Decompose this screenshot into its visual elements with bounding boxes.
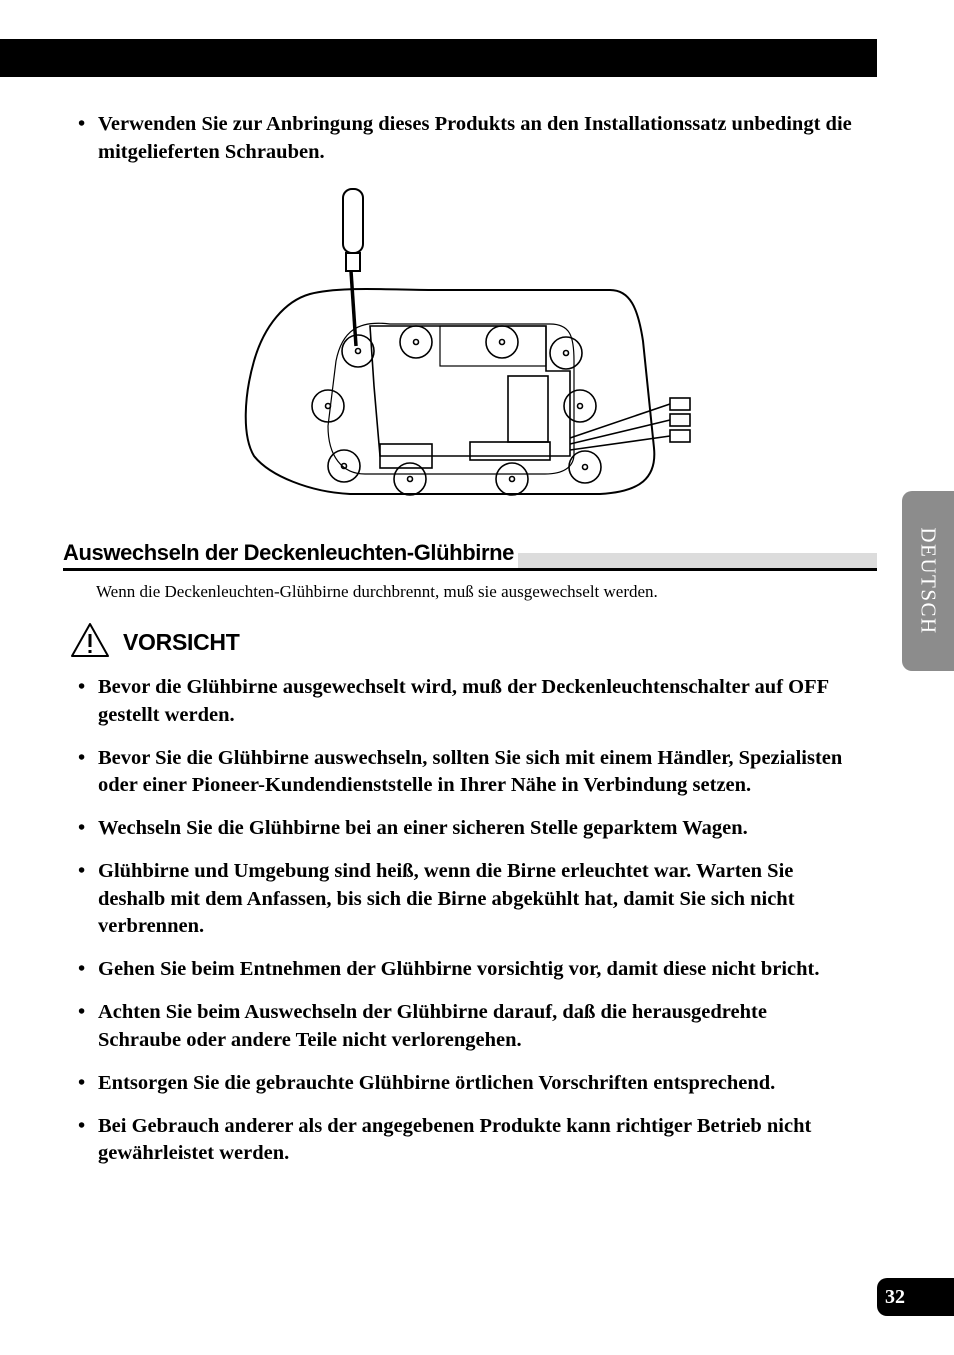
list-item (64, 1113, 854, 1168)
heading-rule (63, 568, 877, 571)
installation-illustration (240, 186, 710, 516)
header-bar (0, 39, 877, 77)
list-item (64, 111, 854, 166)
list-item (64, 745, 854, 800)
caution-label: VORSICHT (123, 629, 240, 655)
list-item-text: Glühbirne und Umgebung sind heiß, wenn die Birne erleuchtet war. Warten Sie deshalb mit dem Anfassen, bis sich die Birne abgekühlt hat, damit Sie sich nicht verbrennen. (98, 860, 795, 937)
list-item-text: Bevor Sie die Glühbirne auswechseln, sollten Sie sich mit einem Händler, Spezialisten oder einer Pioneer-Kundendienststelle in Ihrer Nähe in Verbindung setzen. (98, 746, 843, 796)
section-title: Auswechseln der Deckenleuchten-Glühbirne (63, 538, 518, 568)
list-item (64, 674, 854, 729)
bullet-marker: • (78, 676, 86, 698)
section-intro-text: Wenn die Deckenleuchten-Glühbirne durchbrennt, muß sie ausgewechselt werden. (96, 582, 658, 601)
list-item-text: Achten Sie beim Auswechseln der Glühbirne darauf, daß die herausgedrehte Schraube oder andere Teile nicht verlorengehen. (98, 1001, 767, 1051)
bullet-marker: • (78, 746, 86, 769)
warning-triangle-icon (70, 622, 110, 658)
list-item-text: Bei Gebrauch anderer als der angegebenen Produkte kann richtiger Betrieb nicht gewährleistet werden. (98, 1114, 812, 1164)
bullet-marker: • (78, 860, 86, 882)
caution-bullet-list (64, 674, 854, 1183)
list-item (64, 1070, 854, 1098)
bullet-marker: • (78, 1114, 86, 1137)
list-item-text: Entsorgen Sie die gebrauchte Glühbirne örtlichen Vorschriften entsprechend. (98, 1071, 776, 1094)
bullet-marker: • (78, 113, 86, 135)
list-item (64, 815, 854, 843)
language-tab-label: DEUTSCH (916, 527, 941, 635)
page-number: 32 (877, 1278, 954, 1316)
bullet-marker: • (78, 1001, 86, 1023)
bullet-marker: • (78, 1071, 86, 1094)
list-item-text: Gehen Sie beim Entnehmen der Glühbirne vorsichtig vor, damit diese nicht bricht. (98, 958, 820, 980)
list-item-text: Verwenden Sie zur Anbringung dieses Produkts an den Installationssatz unbedingt die mitgelieferten Schrauben. (98, 113, 852, 163)
list-item (64, 999, 854, 1054)
intro-bullet-list (64, 111, 854, 182)
language-tab (902, 491, 954, 671)
bullet-marker: • (78, 817, 86, 839)
list-item-text: Wechseln Sie die Glühbirne bei an einer sicheren Stelle geparktem Wagen. (98, 817, 748, 839)
section-heading (63, 536, 877, 574)
list-item (64, 956, 854, 984)
list-item (64, 858, 854, 941)
bullet-marker: • (78, 958, 86, 980)
list-item-text: Bevor die Glühbirne ausgewechselt wird, muß der Deckenleuchtenschalter auf OFF gestellt werden. (98, 676, 829, 726)
